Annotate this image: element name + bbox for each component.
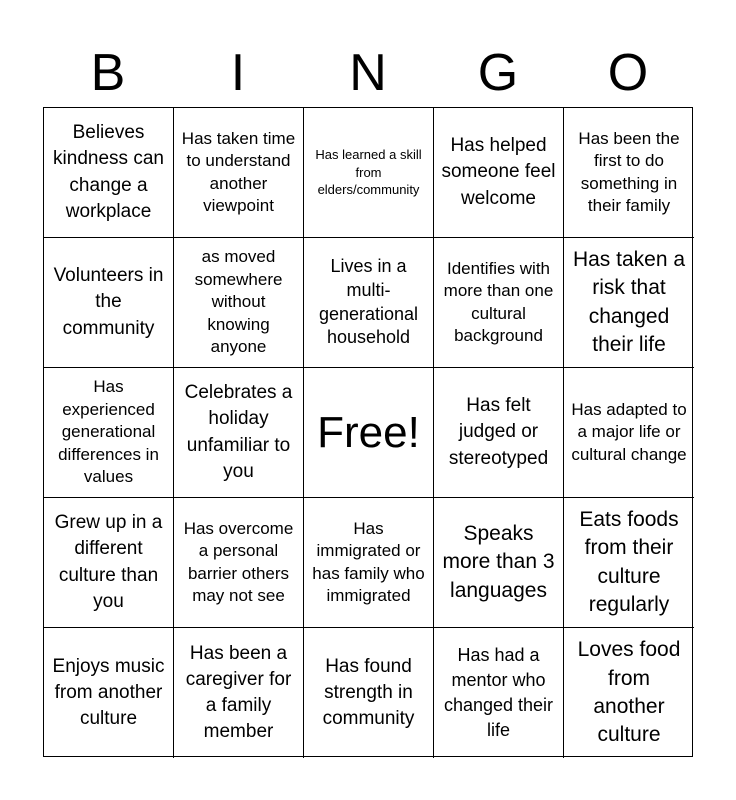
cell-text: Eats foods from their culture regularly <box>579 507 679 616</box>
cell-text: Has learned a skill from elders/community <box>315 147 422 198</box>
bingo-cell[interactable] <box>564 108 694 238</box>
bingo-title <box>43 40 693 106</box>
bingo-cell[interactable] <box>44 628 174 758</box>
cell-text: Speaks more than 3 languages <box>442 521 555 602</box>
bingo-cell[interactable] <box>174 628 304 758</box>
cell-text: Identifies with more than one cultural background <box>443 258 554 345</box>
cell-text: Has overcome a personal barrier others may not see <box>183 518 294 605</box>
title-letter-n: N <box>349 44 387 102</box>
bingo-cell[interactable] <box>434 628 564 758</box>
bingo-cell[interactable] <box>564 368 694 498</box>
cell-text: Has experienced generational differences in values <box>58 377 159 487</box>
cell-text: Celebrates a holiday unfamiliar to you <box>184 382 293 482</box>
cell-text: as moved somewhere without knowing anyone <box>194 247 283 357</box>
bingo-cell[interactable] <box>434 238 564 368</box>
cell-text: Has taken time to understand another viewpoint <box>181 128 296 215</box>
bingo-cell[interactable] <box>174 368 304 498</box>
cell-text: Believes kindness can change a workplace <box>53 122 164 222</box>
title-letter-i: I <box>230 44 246 102</box>
bingo-cell[interactable] <box>434 368 564 498</box>
cell-text: Has had a mentor who changed their life <box>443 645 554 740</box>
bingo-cell[interactable] <box>434 498 564 628</box>
cell-text: Has helped someone feel welcome <box>441 135 556 209</box>
title-letter-b: B <box>90 44 126 102</box>
bingo-cell[interactable] <box>44 368 174 498</box>
cell-text: Grew up in a different culture than you <box>54 512 163 612</box>
title-letter-o: O <box>607 44 649 102</box>
title-letter-g: G <box>477 44 519 102</box>
cell-text: Loves food from another culture <box>577 638 681 747</box>
bingo-cell[interactable] <box>174 238 304 368</box>
cell-text: Has found strength in community <box>322 655 415 730</box>
free-space-cell[interactable] <box>304 368 434 498</box>
bingo-cell[interactable] <box>434 108 564 238</box>
bingo-cell[interactable] <box>564 628 694 758</box>
cell-text: Enjoys music from another culture <box>52 655 165 730</box>
bingo-cell[interactable] <box>44 238 174 368</box>
bingo-cell[interactable] <box>44 108 174 238</box>
bingo-card-grid <box>43 107 693 757</box>
cell-text: Has been a caregiver for a family member <box>185 642 292 743</box>
cell-text: Has felt judged or stereotyped <box>448 395 549 469</box>
bingo-cell[interactable] <box>304 108 434 238</box>
cell-text: Has been the first to do something in their family <box>578 128 680 215</box>
cell-text: Volunteers in the community <box>53 265 164 339</box>
cell-text: Has immigrated or has family who immigrated <box>312 518 425 605</box>
free-space-label: Free! <box>317 407 420 457</box>
bingo-cell[interactable] <box>564 498 694 628</box>
bingo-cell[interactable] <box>174 498 304 628</box>
bingo-cell[interactable] <box>174 108 304 238</box>
bingo-cell[interactable] <box>304 498 434 628</box>
bingo-cell[interactable] <box>564 238 694 368</box>
bingo-cell[interactable] <box>304 238 434 368</box>
cell-text: Has adapted to a major life or cultural change <box>571 399 687 464</box>
cell-text: Lives in a multi-generational household <box>318 256 419 348</box>
bingo-cell[interactable] <box>304 628 434 758</box>
cell-text: Has taken a risk that changed their life <box>572 247 686 356</box>
bingo-cell[interactable] <box>44 498 174 628</box>
